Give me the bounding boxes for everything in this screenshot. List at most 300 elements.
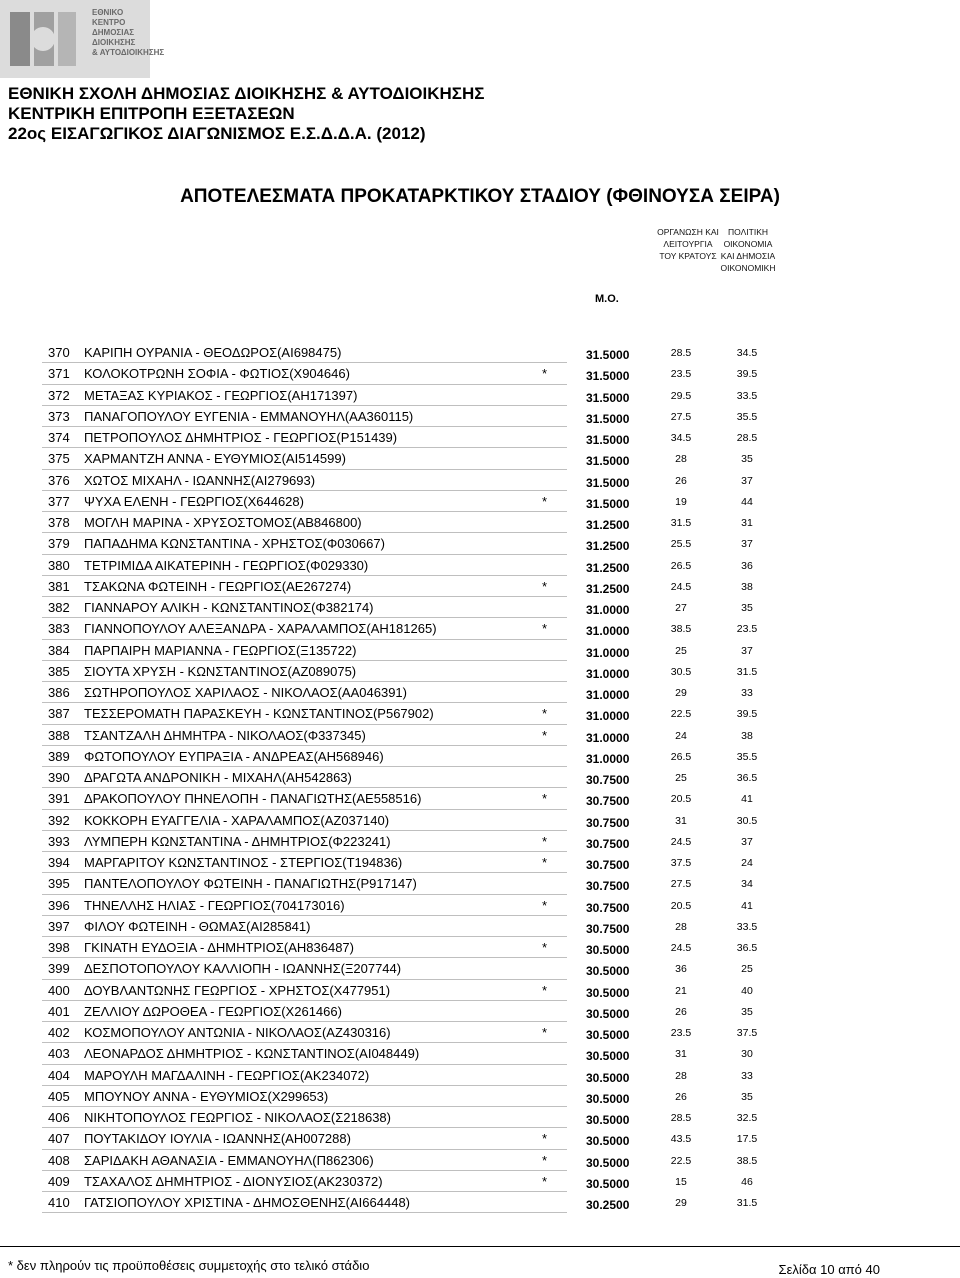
logo-line: ΔΙΟΙΚΗΣΗΣ (92, 38, 136, 47)
table-row (0, 873, 960, 894)
candidate-name: ΜΟΓΛΗ ΜΑΡΙΝΑ - ΧΡΥΣΟΣΤΟΜΟΣ(ΑΒ846800) (84, 515, 362, 530)
average-score: 30.5000 (586, 1070, 630, 1085)
row-text-cell (42, 1043, 567, 1064)
row-text-cell (42, 640, 567, 661)
table-row (0, 1022, 960, 1043)
row-number: 399 (48, 961, 70, 977)
candidate-name: ΣΑΡΙΔΑΚΗ ΑΘΑΝΑΣΙΑ - ΕΜΜΑΝΟΥΗΛ(Π862306) (84, 1152, 374, 1168)
table-row (0, 470, 960, 491)
candidate-name: ΤΗΝΕΛΛΗΣ ΗΛΙΑΣ - ΓΕΩΡΓΙΟΣ(704173016) (84, 897, 345, 913)
row-number: 393 (48, 833, 70, 849)
row-text-cell (42, 597, 567, 618)
ineligible-mark: * (542, 366, 548, 382)
candidate-name: ΠΕΤΡΟΠΟΥΛΟΣ ΔΗΜΗΤΡΙΟΣ - ΓΕΩΡΓΙΟΣ(Ρ151439) (84, 430, 398, 445)
row-number: 406 (48, 1110, 70, 1125)
row-text-cell (42, 916, 567, 937)
row-number: 396 (48, 897, 70, 913)
score-subject-1: 26.5 (670, 750, 692, 763)
ineligible-mark: * (542, 833, 548, 849)
column-header-line: ΚΑΙ ΔΗΜΟΣΙΑ (720, 251, 776, 261)
row-text-cell (42, 703, 567, 724)
score-subject-2: 37 (741, 474, 753, 487)
score-subject-2: 31.5 (736, 665, 758, 678)
score-subject-2: 31.5 (736, 1197, 758, 1209)
column-header-line: ΟΙΚΟΝΟΜΙΑ (723, 239, 773, 249)
row-text-cell (42, 1086, 567, 1107)
candidate-name: ΜΕΤΑΞΑΣ ΚΥΡΙΑΚΟΣ - ΓΕΩΡΓΙΟΣ(ΑΗ171397) (84, 387, 358, 403)
score-subject-1: 24.5 (670, 835, 692, 848)
table-row (0, 363, 960, 384)
row-text-cell (42, 682, 567, 703)
score-subject-2: 37.5 (736, 1027, 758, 1039)
ineligible-mark: * (542, 621, 548, 637)
row-number: 388 (48, 727, 70, 743)
score-subject-1: 34.5 (670, 432, 692, 444)
table-row (0, 512, 960, 533)
row-number: 409 (48, 1173, 70, 1189)
row-number: 398 (48, 940, 70, 955)
average-score: 30.2500 (586, 1198, 630, 1212)
row-text-cell (42, 1128, 567, 1149)
table-row (0, 746, 960, 767)
ineligible-mark: * (542, 1173, 548, 1189)
row-number: 401 (48, 1003, 70, 1019)
candidate-name: ΚΑΡΙΠΗ ΟΥΡΑΝΙΑ - ΘΕΟΔΩΡΟΣ(ΑΙ698475) (84, 345, 342, 360)
results-table (0, 342, 960, 1213)
candidate-name: ΔΟΥΒΛΑΝΤΩΝΗΣ ΓΕΩΡΓΙΟΣ - ΧΡΗΣΤΟΣ(Χ477951) (84, 982, 391, 998)
score-subject-2: 33 (741, 687, 753, 699)
score-subject-2: 33.5 (736, 920, 758, 933)
score-subject-2: 23.5 (736, 623, 758, 636)
table-row (0, 1086, 960, 1107)
row-text-cell (42, 1065, 567, 1086)
row-number: 397 (48, 918, 70, 934)
row-number: 378 (48, 515, 70, 530)
row-text-cell (42, 1001, 567, 1022)
average-score: 30.5000 (586, 1113, 630, 1127)
score-subject-2: 30.5 (736, 814, 758, 827)
table-row (0, 958, 960, 979)
candidate-name: ΠΑΠΑΔΗΜΑ ΚΩΝΣΤΑΝΤΙΝΑ - ΧΡΗΣΤΟΣ(Φ030667) (84, 536, 385, 552)
score-subject-2: 36.5 (736, 772, 758, 784)
score-subject-2: 31 (741, 517, 753, 529)
average-score: 31.0000 (586, 688, 630, 702)
score-subject-2: 35 (741, 1005, 753, 1018)
row-text-cell (42, 491, 567, 512)
row-number: 370 (48, 345, 70, 360)
ineligible-mark: * (542, 727, 548, 743)
candidate-name: ΧΩΤΟΣ ΜΙΧΑΗΛ - ΙΩΑΝΝΗΣ(ΑΙ279693) (84, 472, 316, 488)
score-subject-2: 35 (741, 453, 753, 466)
average-score: 30.7500 (586, 879, 630, 894)
row-number: 391 (48, 791, 70, 807)
score-subject-2: 37 (741, 835, 753, 848)
average-score: 31.5000 (586, 475, 630, 490)
average-score: 31.5000 (586, 496, 630, 511)
row-text-cell (42, 852, 567, 873)
average-score: 30.5000 (586, 1006, 630, 1021)
candidate-name: ΚΟΣΜΟΠΟΥΛΟΥ ΑΝΤΩΝΙΑ - ΝΙΚΟΛΑΟΣ(ΑΖ430316) (84, 1025, 391, 1040)
score-subject-1: 30.5 (670, 665, 692, 678)
average-score: 30.7500 (586, 836, 630, 851)
row-text-cell (42, 385, 567, 406)
score-subject-1: 24.5 (670, 942, 692, 954)
score-subject-1: 29 (675, 687, 687, 699)
column-header-average: Μ.Ο. (595, 293, 619, 305)
average-score: 30.7500 (586, 773, 630, 787)
score-subject-1: 25.5 (670, 538, 692, 551)
table-row (0, 555, 960, 576)
candidate-name: ΦΙΛΟΥ ΦΩΤΕΙΝΗ - ΘΩΜΑΣ(ΑΙ285841) (84, 918, 311, 934)
score-subject-1: 23.5 (670, 368, 692, 381)
ineligible-mark: * (542, 1152, 548, 1168)
average-score: 30.7500 (586, 858, 630, 872)
candidate-name: ΤΕΤΡΙΜΙΔΑ ΑΙΚΑΤΕΡΙΝΗ - ΓΕΩΡΓΙΟΣ(Φ029330) (84, 557, 369, 573)
table-row (0, 937, 960, 958)
page-title: ΑΠΟΤΕΛΕΣΜΑΤΑ ΠΡΟΚΑΤΑΡΚΤΙΚΟΥ ΣΤΑΔΙΟΥ (ΦΘΙΝΟΥΣΑ ΣΕΙΡΑ) (180, 186, 780, 207)
ineligible-mark: * (542, 855, 548, 870)
row-number: 395 (48, 876, 70, 892)
row-text-cell (42, 746, 567, 767)
candidate-name: ΚΟΚΚΟΡΗ ΕΥΑΓΓΕΛΙΑ - ΧΑΡΑΛΑΜΠΟΣ(ΑΖ037140) (84, 812, 390, 828)
table-row (0, 533, 960, 554)
ineligible-mark: * (542, 897, 548, 913)
score-subject-1: 25 (675, 772, 687, 784)
row-number: 384 (48, 642, 70, 658)
row-number: 376 (48, 472, 70, 488)
score-subject-1: 23.5 (670, 1027, 692, 1039)
row-number: 386 (48, 685, 70, 700)
candidate-name: ΛΕΟΝΑΡΔΟΣ ΔΗΜΗΤΡΙΟΣ - ΚΩΝΣΤΑΝΤΙΝΟΣ(ΑΙ048449) (84, 1046, 420, 1062)
table-row (0, 406, 960, 427)
ineligible-mark: * (542, 1025, 548, 1040)
row-text-cell (42, 1107, 567, 1128)
score-subject-1: 31 (675, 814, 687, 827)
score-subject-2: 44 (741, 495, 753, 508)
row-number: 372 (48, 387, 70, 403)
row-text-cell (42, 406, 567, 427)
score-subject-1: 28 (675, 920, 687, 933)
table-row (0, 1001, 960, 1022)
table-row (0, 1065, 960, 1086)
average-score: 30.5000 (586, 943, 630, 957)
page-number: Σελίδα 10 από 40 (778, 1262, 880, 1277)
candidate-name: ΠΟΥΤΑΚΙΔΟΥ ΙΟΥΛΙΑ - ΙΩΑΝΝΗΣ(ΑΗ007288) (84, 1131, 351, 1147)
average-score: 30.5000 (586, 985, 630, 1000)
candidate-name: ΠΑΝΑΓΟΠΟΥΛΟΥ ΕΥΓΕΝΙΑ - ΕΜΜΑΝΟΥΗΛ(ΑΑ360115) (84, 408, 414, 424)
average-score: 31.0000 (586, 709, 630, 724)
score-subject-2: 33 (741, 1069, 753, 1082)
score-subject-2: 24 (741, 857, 753, 869)
score-subject-1: 28 (675, 453, 687, 466)
table-row (0, 895, 960, 916)
logo-line: ΔΗΜΟΣΙΑΣ (92, 28, 135, 37)
candidate-name: ΦΩΤΟΠΟΥΛΟΥ ΕΥΠΡΑΞΙΑ - ΑΝΔΡΕΑΣ(ΑΗ568946) (84, 748, 384, 764)
logo-line: ΚΕΝΤΡΟ (92, 18, 126, 27)
row-number: 382 (48, 600, 70, 615)
score-subject-1: 28.5 (670, 347, 692, 359)
row-number: 405 (48, 1088, 70, 1104)
score-subject-1: 20.5 (670, 899, 692, 912)
candidate-name: ΚΟΛΟΚΟΤΡΩΝΗ ΣΟΦΙΑ - ΦΩΤΙΟΣ(Χ904646) (84, 366, 350, 382)
row-text-cell (42, 470, 567, 491)
row-number: 402 (48, 1025, 70, 1040)
average-score: 31.5000 (586, 390, 630, 405)
score-subject-1: 19 (675, 495, 687, 508)
score-subject-1: 24.5 (670, 580, 692, 593)
average-score: 30.5000 (586, 1091, 630, 1106)
row-number: 373 (48, 408, 70, 424)
row-text-cell (42, 1192, 567, 1213)
table-row (0, 640, 960, 661)
average-score: 30.7500 (586, 794, 630, 809)
average-score: 30.5000 (586, 1176, 630, 1191)
row-number: 387 (48, 706, 70, 722)
candidate-name: ΓΙΑΝΝΑΡΟΥ ΑΛΙΚΗ - ΚΩΝΣΤΑΝΤΙΝΟΣ(Φ382174) (84, 600, 374, 615)
row-number: 403 (48, 1046, 70, 1062)
score-subject-2: 34.5 (736, 347, 758, 359)
row-number: 390 (48, 770, 70, 785)
table-row (0, 703, 960, 724)
score-subject-1: 26 (675, 1005, 687, 1018)
score-subject-2: 30 (741, 1048, 753, 1061)
table-row (0, 1107, 960, 1128)
score-subject-2: 39.5 (736, 368, 758, 381)
ineligible-mark: * (542, 493, 548, 509)
average-score: 30.5000 (586, 1134, 630, 1149)
ineligible-mark: * (542, 1131, 548, 1147)
average-score: 31.2500 (586, 560, 630, 575)
table-row (0, 342, 960, 363)
score-subject-2: 38.5 (736, 1154, 758, 1167)
table-row (0, 1150, 960, 1171)
score-subject-1: 24 (675, 729, 687, 742)
table-row (0, 725, 960, 746)
row-number: 410 (48, 1195, 70, 1210)
row-text-cell (42, 873, 567, 894)
logo-line: & ΑΥΤΟΔΙΟΙΚΗΣΗΣ (92, 48, 165, 57)
logo-line: ΕΘΝΙΚΟ (92, 8, 124, 17)
candidate-name: ΔΕΣΠΟΤΟΠΟΥΛΟΥ ΚΑΛΛΙΟΠΗ - ΙΩΑΝΝΗΣ(Ξ207744) (84, 961, 402, 977)
column-header-line: ΟΡΓΑΝΩΣΗ ΚΑΙ (657, 227, 719, 237)
score-subject-1: 27 (675, 602, 687, 614)
average-score: 30.7500 (586, 921, 630, 936)
table-row (0, 810, 960, 831)
average-score: 31.5000 (586, 433, 630, 447)
candidate-name: ΔΡΑΓΩΤΑ ΑΝΔΡΟΝΙΚΗ - ΜΙΧΑΗΛ(ΑΗ542863) (84, 770, 352, 785)
candidate-name: ΤΣΑΧΑΛΟΣ ΔΗΜΗΤΡΙΟΣ - ΔΙΟΝΥΣΙΟΣ(ΑΚ230372) (84, 1173, 383, 1189)
ineligible-mark: * (542, 706, 548, 722)
candidate-name: ΝΙΚΗΤΟΠΟΥΛΟΣ ΓΕΩΡΓΙΟΣ - ΝΙΚΟΛΑΟΣ(Σ218638) (84, 1110, 391, 1125)
score-subject-2: 46 (741, 1175, 753, 1188)
average-score: 30.7500 (586, 815, 630, 830)
row-number: 385 (48, 663, 70, 679)
row-text-cell (42, 895, 567, 916)
table-row (0, 1043, 960, 1064)
score-subject-2: 35.5 (736, 410, 758, 423)
score-subject-1: 38.5 (670, 623, 692, 636)
average-score: 31.0000 (586, 666, 630, 681)
score-subject-1: 20.5 (670, 793, 692, 806)
average-score: 31.5000 (586, 454, 630, 469)
table-row (0, 597, 960, 618)
score-subject-1: 28 (675, 1069, 687, 1082)
candidate-name: ΠΑΡΠΑΙΡΗ ΜΑΡΙΑΝΝΑ - ΓΕΩΡΓΙΟΣ(Ξ135722) (84, 642, 357, 658)
logo-text (92, 8, 165, 58)
row-number: 371 (48, 366, 70, 382)
column-header-line: ΟΙΚΟΝΟΜΙΚΗ (720, 263, 776, 273)
ineligible-mark: * (542, 940, 548, 955)
average-score: 31.0000 (586, 751, 630, 766)
score-subject-1: 26 (675, 474, 687, 487)
table-row (0, 427, 960, 448)
candidate-name: ΤΣΑΚΩΝΑ ΦΩΤΕΙΝΗ - ΓΕΩΡΓΙΟΣ(ΑΕ267274) (84, 578, 352, 594)
footer-divider (0, 1246, 960, 1247)
column-header-line: ΤΟΥ ΚΡΑΤΟΥΣ (659, 251, 717, 261)
average-score: 31.0000 (586, 645, 630, 660)
score-subject-1: 26.5 (670, 559, 692, 572)
candidate-name: ΣΙΟΥΤΑ ΧΡΥΣΗ - ΚΩΝΣΤΑΝΤΙΝΟΣ(ΑΖ089075) (84, 663, 357, 679)
average-score: 31.2500 (586, 518, 630, 532)
table-row (0, 980, 960, 1001)
candidate-name: ΓΑΤΣΙΟΠΟΥΛΟΥ ΧΡΙΣΤΙΝΑ - ΔΗΜΟΣΘΕΝΗΣ(ΑΙ664448) (84, 1195, 410, 1210)
average-score: 30.7500 (586, 900, 630, 915)
score-subject-1: 25 (675, 644, 687, 657)
row-text-cell (42, 767, 567, 788)
table-row (0, 661, 960, 682)
candidate-name: ΜΑΡΓΑΡΙΤΟΥ ΚΩΝΣΤΑΝΤΙΝΟΣ - ΣΤΕΡΓΙΟΣ(Τ194836) (84, 855, 403, 870)
table-row (0, 852, 960, 873)
row-text-cell (42, 831, 567, 852)
score-subject-2: 33.5 (736, 389, 758, 402)
average-score: 31.2500 (586, 539, 630, 554)
footer-note: * δεν πληρούν τις προϋποθέσεις συμμετοχής στο τελικό στάδιο (8, 1258, 370, 1273)
score-subject-1: 31 (675, 1048, 687, 1061)
score-subject-2: 32.5 (736, 1112, 758, 1124)
row-text-cell (42, 1171, 567, 1192)
row-text-cell (42, 725, 567, 746)
row-number: 381 (48, 578, 70, 594)
average-score: 31.5000 (586, 348, 630, 362)
row-number: 400 (48, 982, 70, 998)
score-subject-1: 43.5 (670, 1133, 692, 1146)
table-row (0, 618, 960, 639)
institution-logo (0, 0, 165, 78)
table-row (0, 682, 960, 703)
average-score: 30.5000 (586, 964, 630, 979)
header-institution: ΕΘΝΙΚΗ ΣΧΟΛΗ ΔΗΜΟΣΙΑΣ ΔΙΟΙΚΗΣΗΣ & ΑΥΤΟΔΙΟΙΚΗΣΗΣ (8, 84, 485, 103)
row-text-cell (42, 1150, 567, 1171)
row-number: 383 (48, 621, 70, 637)
table-row (0, 385, 960, 406)
row-text-cell (42, 618, 567, 639)
candidate-name: ΠΑΝΤΕΛΟΠΟΥΛΟΥ ΦΩΤΕΙΝΗ - ΠΑΝΑΓΙΩΤΗΣ(Ρ917147) (84, 876, 417, 892)
candidate-name: ΜΠΟΥΝΟΥ ΑΝΝΑ - ΕΥΘΥΜΙΟΣ(Χ299653) (84, 1088, 329, 1104)
candidate-name: ΛΥΜΠΕΡΗ ΚΩΝΣΤΑΝΤΙΝΑ - ΔΗΜΗΤΡΙΟΣ(Φ223241) (84, 833, 391, 849)
score-subject-2: 25 (741, 963, 753, 976)
row-text-cell (42, 342, 567, 363)
candidate-name: ΧΑΡΜΑΝΤΖΗ ΑΝΝΑ - ΕΥΘΥΜΙΟΣ(ΑΙ514599) (84, 451, 346, 467)
header-committee: ΚΕΝΤΡΙΚΗ ΕΠΙΤΡΟΠΗ ΕΞΕΤΑΣΕΩΝ (8, 104, 295, 123)
table-row (0, 831, 960, 852)
table-row (0, 1171, 960, 1192)
table-row (0, 576, 960, 597)
score-subject-1: 22.5 (670, 708, 692, 721)
row-text-cell (42, 448, 567, 469)
row-text-cell (42, 512, 567, 533)
score-subject-2: 41 (741, 793, 753, 806)
average-score: 31.0000 (586, 603, 630, 617)
table-row (0, 491, 960, 512)
score-subject-1: 15 (675, 1175, 687, 1188)
row-number: 404 (48, 1067, 70, 1083)
table-row (0, 1192, 960, 1213)
ineligible-mark: * (542, 791, 548, 807)
table-row (0, 916, 960, 937)
candidate-name: ΤΕΣΣΕΡΟΜΑΤΗ ΠΑΡΑΣΚΕΥΗ - ΚΩΝΣΤΑΝΤΙΝΟΣ(Ρ567902) (84, 706, 434, 722)
row-number: 394 (48, 855, 70, 870)
score-subject-2: 28.5 (736, 432, 758, 444)
ineligible-mark: * (542, 982, 548, 998)
row-text-cell (42, 533, 567, 554)
row-number: 379 (48, 536, 70, 552)
score-subject-2: 38 (741, 580, 753, 593)
row-number: 377 (48, 493, 70, 509)
score-subject-1: 31.5 (670, 517, 692, 529)
score-subject-2: 36 (741, 559, 753, 572)
candidate-name: ΓΚΙΝΑΤΗ ΕΥΔΟΞΙΑ - ΔΗΜΗΤΡΙΟΣ(ΑΗ836487) (84, 940, 354, 955)
score-subject-1: 28.5 (670, 1112, 692, 1124)
row-text-cell (42, 661, 567, 682)
score-subject-2: 36.5 (736, 942, 758, 954)
score-subject-2: 35 (741, 602, 753, 614)
candidate-name: ΣΩΤΗΡΟΠΟΥΛΟΣ ΧΑΡΙΛΑΟΣ - ΝΙΚΟΛΑΟΣ(ΑΑ046391) (84, 685, 407, 700)
row-text-cell (42, 363, 567, 384)
average-score: 30.5000 (586, 1028, 630, 1042)
score-subject-1: 21 (675, 984, 687, 997)
score-subject-2: 35 (741, 1090, 753, 1103)
average-score: 31.0000 (586, 624, 630, 639)
score-subject-2: 37 (741, 644, 753, 657)
row-number: 380 (48, 557, 70, 573)
score-subject-2: 34 (741, 878, 753, 891)
table-row (0, 1128, 960, 1149)
ineligible-mark: * (542, 578, 548, 594)
row-text-cell (42, 810, 567, 831)
score-subject-2: 35.5 (736, 750, 758, 763)
score-subject-2: 41 (741, 899, 753, 912)
score-subject-1: 22.5 (670, 1154, 692, 1167)
score-subject-2: 37 (741, 538, 753, 551)
score-subject-1: 36 (675, 963, 687, 976)
row-number: 392 (48, 812, 70, 828)
row-text-cell (42, 958, 567, 979)
candidate-name: ΖΕΛΛΙΟΥ ΔΩΡΟΘΕΑ - ΓΕΩΡΓΙΟΣ(Χ261466) (84, 1003, 342, 1019)
score-subject-2: 39.5 (736, 708, 758, 721)
score-subject-1: 29 (675, 1197, 687, 1209)
candidate-name: ΜΑΡΟΥΛΗ ΜΑΓΔΑΛΙΝΗ - ΓΕΩΡΓΙΟΣ(ΑΚ234072) (84, 1067, 370, 1083)
candidate-name: ΨΥΧΑ ΕΛΕΝΗ - ΓΕΩΡΓΙΟΣ(Χ644628) (84, 493, 304, 509)
candidate-name: ΤΣΑΝΤΖΑΛΗ ΔΗΜΗΤΡΑ - ΝΙΚΟΛΑΟΣ(Φ337345) (84, 727, 366, 743)
column-header-line: ΠΟΛΙΤΙΚΗ (728, 227, 768, 237)
average-score: 31.5000 (586, 411, 630, 426)
score-subject-1: 29.5 (670, 389, 692, 402)
score-subject-1: 37.5 (670, 857, 692, 869)
row-text-cell (42, 576, 567, 597)
row-text-cell (42, 555, 567, 576)
row-text-cell (42, 980, 567, 1001)
column-header-subject-2 (710, 226, 786, 274)
